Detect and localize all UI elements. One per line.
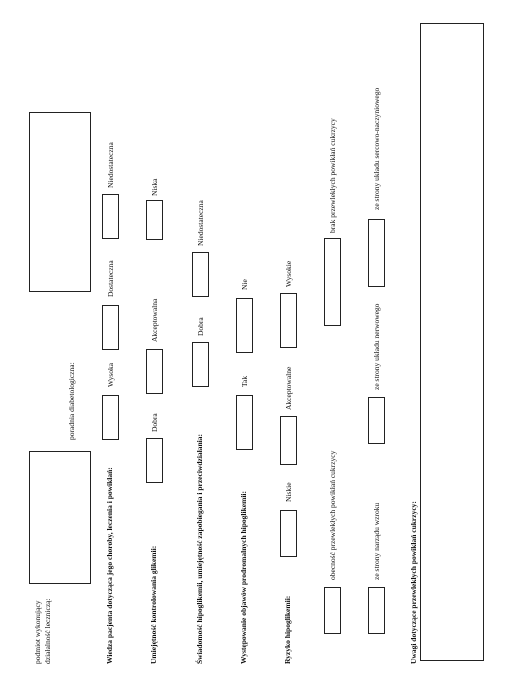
entity-field[interactable] xyxy=(29,451,91,584)
complications-present-checkbox[interactable] xyxy=(324,587,341,634)
entity-label-cont: działalność leczniczą: xyxy=(43,598,52,664)
clinic-label: poradnia diabetologiczna: xyxy=(67,362,76,440)
nervous-complication-checkbox[interactable] xyxy=(368,397,385,444)
awareness-checkbox-good[interactable] xyxy=(192,342,209,387)
glycemia-checkbox-low[interactable] xyxy=(146,200,163,240)
risk-checkbox-acceptable[interactable] xyxy=(280,416,297,465)
hypoglycemia-risk-label: Ryzyko hipoglikemii: xyxy=(283,595,292,664)
glycemia-option-low: Niska xyxy=(150,178,159,196)
knowledge-label: Wiedza pacjenta dotycząca jego choroby, leczenia i powikłań: xyxy=(105,467,114,664)
knowledge-option-insufficient: Niedostateczna xyxy=(106,142,115,188)
complications-absent-checkbox[interactable] xyxy=(324,238,341,326)
knowledge-checkbox-high[interactable] xyxy=(102,395,119,440)
hypoglycemia-awareness-label: Świadomość hipoglikemii, umiejętność zapobiegania i przeciwdziałania: xyxy=(195,434,204,664)
nervous-complication-label: ze strony układu nerwowego xyxy=(372,303,381,390)
entity-label: podmiot wykonujący xyxy=(33,600,42,664)
prodromal-option-no: Nie xyxy=(240,279,249,290)
risk-checkbox-low[interactable] xyxy=(280,510,297,557)
knowledge-checkbox-insufficient[interactable] xyxy=(102,194,119,239)
remarks-label: Uwagi dotyczące przewlekłych powikłań cukrzycy: xyxy=(409,501,418,664)
vision-complication-label: ze strony narządu wzroku xyxy=(372,502,381,580)
prodromal-option-yes: Tak xyxy=(240,375,249,387)
glycemia-option-good: Dobra xyxy=(150,413,159,432)
prodromal-checkbox-no[interactable] xyxy=(236,298,253,353)
awareness-checkbox-insufficient[interactable] xyxy=(192,252,209,297)
cardio-complication-label: ze strony układu sercowo-naczyniowego xyxy=(372,87,381,210)
knowledge-option-sufficient: Dostateczna xyxy=(106,260,115,297)
awareness-option-good: Dobra xyxy=(196,317,205,336)
glycemia-checkbox-good[interactable] xyxy=(146,438,163,483)
glycemia-option-acceptable: Akceptowalna xyxy=(150,298,159,342)
glycemia-control-label: Umiejętność kontrolowania glikemii: xyxy=(149,545,158,664)
prodromal-checkbox-yes[interactable] xyxy=(236,395,253,450)
risk-option-high: Wysokie xyxy=(284,260,293,287)
cardio-complication-checkbox[interactable] xyxy=(368,219,385,287)
glycemia-checkbox-acceptable[interactable] xyxy=(146,349,163,394)
clinic-field[interactable] xyxy=(29,112,91,292)
vision-complication-checkbox[interactable] xyxy=(368,587,385,634)
complications-present-label: obecność przewlekłych powikłań cukrzycy xyxy=(328,450,337,580)
risk-option-acceptable: Akceptowalne xyxy=(284,366,293,410)
complications-absent-label: brak przewlekłych powikłań cukrzycy xyxy=(328,118,337,233)
awareness-option-insufficient: Niedostateczna xyxy=(196,200,205,246)
remarks-field[interactable] xyxy=(420,23,484,661)
risk-option-low: Niskie xyxy=(284,482,293,502)
prodromal-symptoms-label: Występowanie objawów prodromalnych hipoglikemii: xyxy=(239,490,248,664)
knowledge-option-high: Wysoka xyxy=(106,362,115,387)
knowledge-checkbox-sufficient[interactable] xyxy=(102,305,119,350)
risk-checkbox-high[interactable] xyxy=(280,293,297,348)
